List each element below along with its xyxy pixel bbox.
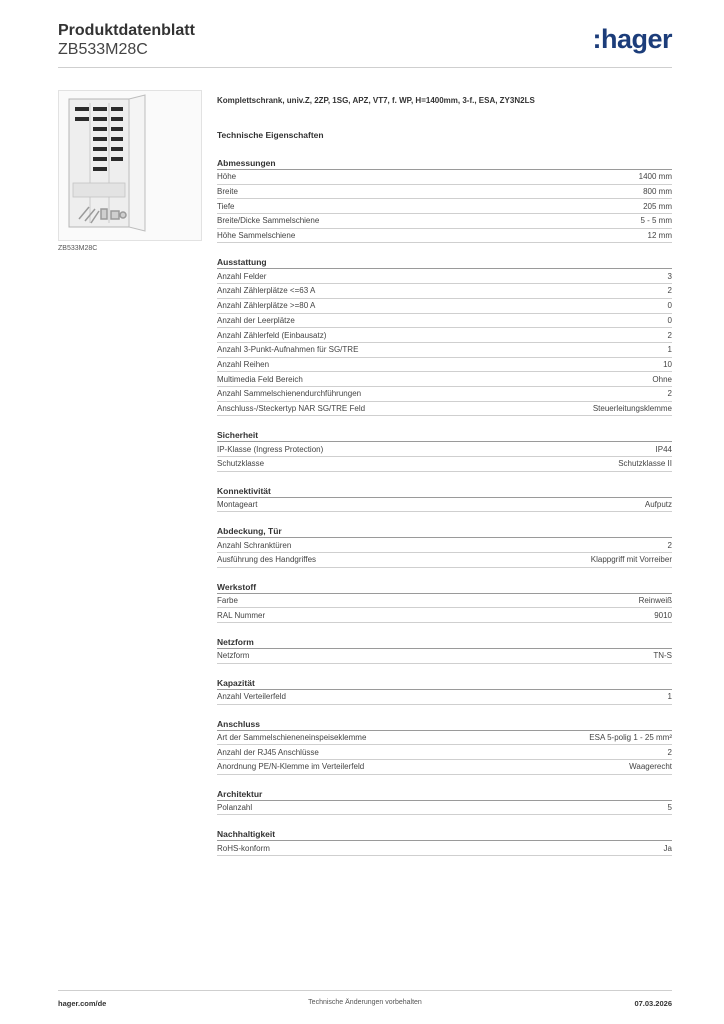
spec-row <box>217 594 672 609</box>
section-title: Sicherheit <box>217 429 672 442</box>
spec-row <box>217 801 672 816</box>
footer-date: 07.03.2026 <box>634 999 672 1008</box>
spec-value: 2 <box>667 330 672 340</box>
spec-label: Anzahl 3-Punkt-Aufnahmen für SG/TRE <box>217 345 359 355</box>
spec-row <box>217 343 672 358</box>
spec-section <box>217 828 672 856</box>
section-title: Konnektivität <box>217 485 672 498</box>
spec-row <box>217 841 672 856</box>
product-image <box>58 90 202 241</box>
spec-section <box>217 718 672 775</box>
spec-value: 5 - 5 mm <box>640 216 672 226</box>
product-description: Komplettschrank, univ.Z, 2ZP, 1SG, APZ, VT7, f. WP, H=1400mm, 3-f., ESA, ZY3N2LS <box>217 96 535 105</box>
spec-row <box>217 328 672 343</box>
spec-row <box>217 299 672 314</box>
spec-row <box>217 284 672 299</box>
spec-section <box>217 788 672 816</box>
spec-value: 2 <box>667 389 672 399</box>
spec-label: Anzahl der Leerplätze <box>217 315 295 325</box>
spec-row <box>217 402 672 417</box>
spec-label: Anzahl der RJ45 Anschlüsse <box>217 747 319 757</box>
spec-value: ESA 5-polig 1 - 25 mm² <box>589 732 672 742</box>
spec-value: 1400 mm <box>638 172 672 182</box>
spec-value: 2 <box>667 747 672 757</box>
spec-row <box>217 760 672 775</box>
spec-label: Höhe <box>217 172 237 182</box>
spec-label: Multimedia Feld Bereich <box>217 374 303 384</box>
spec-section <box>217 525 672 567</box>
spec-label: Anordnung PE/N-Klemme im Verteilerfeld <box>217 762 365 772</box>
spec-section <box>217 429 672 471</box>
spec-row <box>217 553 672 568</box>
footer-notice: Technische Änderungen vorbehalten <box>308 999 422 1006</box>
spec-label: Breite/Dicke Sammelschiene <box>217 216 320 226</box>
spec-value: 1 <box>667 345 672 355</box>
footer-website[interactable]: hager.com/de <box>58 999 107 1008</box>
spec-row <box>217 442 672 457</box>
spec-label: Anzahl Reihen <box>217 359 270 369</box>
spec-value: 2 <box>667 286 672 296</box>
spec-row <box>217 457 672 472</box>
spec-value: 12 mm <box>647 231 672 241</box>
spec-value: 205 mm <box>643 201 672 211</box>
spec-value: Schutzklasse II <box>618 459 672 469</box>
spec-value: Klappgriff mit Vorreiber <box>590 555 672 565</box>
spec-value: IP44 <box>655 444 672 454</box>
spec-row <box>217 690 672 705</box>
spec-row <box>217 269 672 284</box>
spec-label: Art der Sammelschieneneinspeiseklemme <box>217 732 367 742</box>
spec-label: Anzahl Sammelschienendurchführungen <box>217 389 362 399</box>
section-title: Abmessungen <box>217 157 672 170</box>
spec-row <box>217 731 672 746</box>
spec-row <box>217 608 672 623</box>
spec-section <box>217 485 672 513</box>
spec-label: Tiefe <box>217 201 235 211</box>
section-title: Nachhaltigkeit <box>217 828 672 841</box>
spec-value: Ja <box>663 843 672 853</box>
spec-label: Anzahl Felder <box>217 271 267 281</box>
section-title: Abdeckung, Tür <box>217 525 672 538</box>
spec-value: Steuerleitungsklemme <box>592 403 672 413</box>
technical-properties-heading: Technische Eigenschaften <box>217 130 324 140</box>
section-title: Netzform <box>217 636 672 649</box>
spec-label: Anzahl Zählerfeld (Einbausatz) <box>217 330 327 340</box>
spec-row <box>217 745 672 760</box>
section-title: Ausstattung <box>217 256 672 269</box>
spec-row <box>217 372 672 387</box>
spec-sections <box>217 157 672 856</box>
spec-label: IP-Klasse (Ingress Protection) <box>217 444 324 454</box>
spec-label: RAL Nummer <box>217 610 266 620</box>
spec-row <box>217 358 672 373</box>
page-header <box>58 20 672 68</box>
spec-row <box>217 498 672 513</box>
spec-label: Anschluss-/Steckertyp NAR SG/TRE Feld <box>217 403 366 413</box>
spec-row <box>217 185 672 200</box>
spec-value: Reinweiß <box>638 596 672 606</box>
section-title: Anschluss <box>217 718 672 731</box>
spec-value: 1 <box>667 692 672 702</box>
image-caption: ZB533M28C <box>58 245 98 252</box>
spec-row <box>217 538 672 553</box>
spec-label: Farbe <box>217 596 238 606</box>
spec-label: Anzahl Verteilerfeld <box>217 692 286 702</box>
spec-value: 10 <box>663 359 672 369</box>
hager-logo: :hager <box>592 24 672 54</box>
spec-label: Ausführung des Handgriffes <box>217 555 317 565</box>
product-details <box>217 96 672 856</box>
spec-row <box>217 229 672 244</box>
cabinet-illustration <box>59 91 201 240</box>
spec-row <box>217 199 672 214</box>
spec-value: 0 <box>667 315 672 325</box>
spec-label: Schutzklasse <box>217 459 265 469</box>
product-code: ZB533M28C <box>58 41 148 58</box>
spec-value: TN-S <box>653 651 672 661</box>
document-title: Produktdatenblatt <box>58 22 195 39</box>
logo-text: hager <box>600 24 672 54</box>
spec-label: Anzahl Schranktüren <box>217 540 292 550</box>
spec-label: Anzahl Zählerplätze <=63 A <box>217 286 316 296</box>
section-title: Kapazität <box>217 677 672 690</box>
spec-value: 5 <box>667 802 672 812</box>
spec-label: RoHS-konform <box>217 843 270 853</box>
spec-value: 9010 <box>654 610 672 620</box>
spec-value: 800 mm <box>643 187 672 197</box>
spec-label: Netzform <box>217 651 250 661</box>
spec-value: Aufputz <box>644 500 672 510</box>
spec-row <box>217 314 672 329</box>
spec-value: Waagerecht <box>629 762 672 772</box>
spec-label: Polanzahl <box>217 802 253 812</box>
spec-row <box>217 214 672 229</box>
spec-value: 0 <box>667 301 672 311</box>
spec-label: Höhe Sammelschiene <box>217 231 296 241</box>
spec-section <box>217 581 672 623</box>
spec-section <box>217 636 672 664</box>
spec-label: Anzahl Zählerplätze >=80 A <box>217 301 316 311</box>
spec-value: 2 <box>667 540 672 550</box>
spec-section <box>217 256 672 416</box>
spec-section <box>217 157 672 243</box>
spec-label: Montageart <box>217 500 258 510</box>
spec-row <box>217 649 672 664</box>
page-footer <box>58 990 672 1012</box>
section-title: Werkstoff <box>217 581 672 594</box>
spec-section <box>217 677 672 705</box>
spec-label: Breite <box>217 187 238 197</box>
section-title: Architektur <box>217 788 672 801</box>
spec-value: Ohne <box>652 374 672 384</box>
spec-row <box>217 387 672 402</box>
spec-row <box>217 170 672 185</box>
spec-value: 3 <box>667 271 672 281</box>
